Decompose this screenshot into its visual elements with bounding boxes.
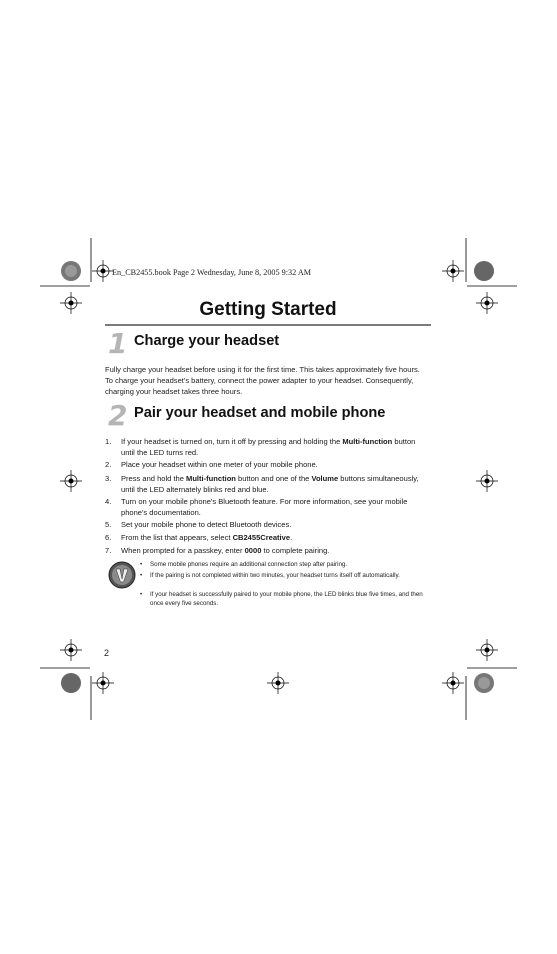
step-number-1: 1 bbox=[108, 327, 128, 360]
title-rule bbox=[105, 324, 431, 326]
page-title: Getting Started bbox=[199, 299, 337, 320]
registration-circle bbox=[474, 673, 494, 693]
file-info-header: En_CB2455.book Page 2 Wednesday, June 8, 2005 9:32 AM bbox=[112, 268, 312, 277]
section-heading-charge: Charge your headset bbox=[134, 333, 280, 349]
registration-circle bbox=[61, 261, 81, 281]
section-body-charge: Fully charge your headset before using it for the first time. This takes approximately five hours. To charge your headset's battery, connect the power adapter to your headset. Consequently, charging your headset takes three hours. bbox=[105, 365, 420, 396]
page-number: 2 bbox=[104, 648, 110, 658]
step-number-2: 2 bbox=[108, 399, 128, 432]
registration-circle bbox=[474, 261, 494, 281]
section-heading-pair: Pair your headset and mobile phone bbox=[134, 405, 386, 421]
registration-circle bbox=[61, 673, 81, 693]
tip-icon bbox=[108, 561, 136, 589]
